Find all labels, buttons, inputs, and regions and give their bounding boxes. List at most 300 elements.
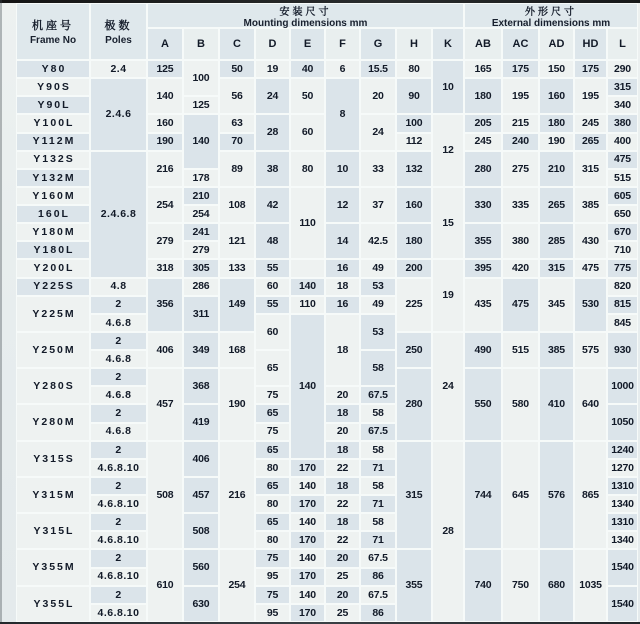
dim-cell-H: 280 — [396, 368, 432, 441]
dim-cell-A: 318 — [147, 259, 183, 277]
dim-cell-AC: 195 — [502, 78, 539, 114]
dim-cell-L: 845 — [607, 314, 638, 332]
dim-cell-A: 125 — [147, 60, 183, 78]
dim-cell-D: 48 — [255, 223, 290, 259]
dim-cell-HD: 385 — [574, 187, 607, 223]
dim-cell-G: 58 — [360, 441, 396, 459]
dim-cell-A: 160 — [147, 114, 183, 132]
dim-cell-D: 42 — [255, 187, 290, 223]
poles-cell: 4.6.8.10 — [90, 531, 147, 549]
dim-cell-F: 18 — [325, 513, 360, 531]
frame-cell: Y315S — [16, 441, 90, 477]
dim-cell-L: 1540 — [607, 549, 638, 585]
dim-cell-D: 65 — [255, 404, 290, 422]
poles-header — [90, 3, 147, 60]
dim-cell-E: 40 — [290, 60, 325, 78]
dim-cell-AD: 345 — [539, 278, 574, 332]
dim-cell-B: 560 — [183, 549, 219, 585]
dim-cell-AD: 190 — [539, 133, 574, 151]
dim-cell-A: 190 — [147, 133, 183, 151]
frame-cell: Y225M — [16, 296, 90, 332]
dim-cell-F: 22 — [325, 495, 360, 513]
poles-cell: 2 — [90, 404, 147, 422]
dim-cell-C: 63 — [219, 114, 255, 132]
dim-cell-F: 20 — [325, 386, 360, 404]
dim-cell-AC: 750 — [502, 549, 539, 622]
frame-cell: Y315M — [16, 477, 90, 513]
dim-cell-F: 22 — [325, 459, 360, 477]
dim-cell-H: 100 — [396, 114, 432, 132]
frame-cell: Y90L — [16, 96, 90, 114]
dim-cell-D: 95 — [255, 604, 290, 622]
dim-cell-B: 210 — [183, 187, 219, 205]
dim-cell-D: 80 — [255, 531, 290, 549]
dim-cell-L: 650 — [607, 205, 638, 223]
dim-cell-AC: 380 — [502, 223, 539, 259]
dim-cell-E — [290, 259, 325, 277]
dim-cell-AD: 160 — [539, 78, 574, 114]
dim-cell-AD: 385 — [539, 332, 574, 368]
dim-cell-D: 55 — [255, 259, 290, 277]
dim-cell-E: 140 — [290, 586, 325, 604]
dim-cell-AB: 744 — [464, 441, 502, 550]
column-header-AC: AC — [502, 28, 539, 60]
poles-cell: 2 — [90, 549, 147, 567]
dim-cell-HD: 530 — [574, 278, 607, 332]
frame-cell: Y180M — [16, 223, 90, 241]
dim-cell-A: 279 — [147, 223, 183, 259]
dim-cell-D: 65 — [255, 350, 290, 386]
dim-cell-L: 775 — [607, 259, 638, 277]
dim-cell-F: 18 — [325, 278, 360, 296]
external-dimensions-header — [464, 3, 638, 28]
dim-cell-D: 75 — [255, 586, 290, 604]
dim-cell-H: 180 — [396, 223, 432, 259]
dim-cell-AB: 280 — [464, 151, 502, 187]
dim-cell-G: 67.5 — [360, 586, 396, 604]
dim-cell-HD: 640 — [574, 368, 607, 441]
dim-cell-L: 670 — [607, 223, 638, 241]
dim-cell-AD: 315 — [539, 259, 574, 277]
dim-cell-B: 100 — [183, 60, 219, 96]
frame-cell: Y112M — [16, 133, 90, 151]
dim-cell-AC: 420 — [502, 259, 539, 277]
dim-cell-G: 42.5 — [360, 223, 396, 259]
dim-cell-AB: 355 — [464, 223, 502, 259]
dim-cell-H: 112 — [396, 133, 432, 151]
poles-cell: 4.6.8 — [90, 314, 147, 332]
dim-cell-HD: 245 — [574, 114, 607, 132]
dim-cell-L: 930 — [607, 332, 638, 368]
dim-cell-L: 340 — [607, 96, 638, 114]
dim-cell-B: 419 — [183, 404, 219, 440]
dim-cell-H: 160 — [396, 187, 432, 223]
poles-cell: 2 — [90, 332, 147, 350]
dim-cell-HD: 315 — [574, 151, 607, 187]
dim-cell-C: 56 — [219, 78, 255, 114]
dim-cell-E: 170 — [290, 604, 325, 622]
dim-cell-H: 132 — [396, 151, 432, 187]
dim-cell-L: 1310 — [607, 477, 638, 495]
dim-cell-L: 820 — [607, 278, 638, 296]
dim-cell-B: 140 — [183, 114, 219, 168]
dim-cell-F: 18 — [325, 404, 360, 422]
dim-cell-B: 630 — [183, 586, 219, 622]
dim-cell-D: 60 — [255, 278, 290, 296]
dim-cell-A: 356 — [147, 278, 183, 332]
dim-cell-F: 8 — [325, 78, 360, 151]
dim-cell-D: 75 — [255, 549, 290, 567]
column-header-G: G — [360, 28, 396, 60]
dim-cell-AD: 680 — [539, 549, 574, 622]
dim-cell-F: 16 — [325, 296, 360, 314]
dim-cell-HD: 865 — [574, 441, 607, 550]
dim-cell-AD: 210 — [539, 151, 574, 187]
dim-cell-L: 515 — [607, 169, 638, 187]
dim-cell-HD: 430 — [574, 223, 607, 259]
dim-cell-G: 71 — [360, 495, 396, 513]
dim-cell-D: 80 — [255, 495, 290, 513]
dim-cell-A: 140 — [147, 78, 183, 114]
column-header-A: A — [147, 28, 183, 60]
column-header-C: C — [219, 28, 255, 60]
dim-cell-L: 1540 — [607, 586, 638, 622]
dim-cell-F: 18 — [325, 477, 360, 495]
dim-cell-HD: 1035 — [574, 549, 607, 622]
dim-cell-L: 1000 — [607, 368, 638, 404]
dim-cell-L: 475 — [607, 151, 638, 169]
dim-cell-D: 28 — [255, 114, 290, 150]
dim-cell-F: 18 — [325, 441, 360, 459]
dim-cell-L: 1340 — [607, 531, 638, 549]
dim-cell-B: 279 — [183, 241, 219, 259]
dim-cell-HD: 475 — [574, 259, 607, 277]
dim-cell-A: 457 — [147, 368, 183, 441]
dim-cell-AC: 580 — [502, 368, 539, 441]
dim-cell-HD: 175 — [574, 60, 607, 78]
dim-cell-AC: 645 — [502, 441, 539, 550]
dim-cell-B: 349 — [183, 332, 219, 368]
poles-cell: 4.6.8 — [90, 423, 147, 441]
poles-header-en: Poles — [105, 35, 132, 46]
dim-cell-D: 75 — [255, 386, 290, 404]
frame-cell: Y100L — [16, 114, 90, 132]
poles-header-zh: 极数 — [104, 20, 133, 32]
dim-cell-AD: 285 — [539, 223, 574, 259]
dim-cell-HD: 195 — [574, 78, 607, 114]
dim-cell-AB: 165 — [464, 60, 502, 78]
dim-cell-F: 20 — [325, 423, 360, 441]
dim-cell-G: 67.5 — [360, 423, 396, 441]
dim-cell-A: 406 — [147, 332, 183, 368]
dim-cell-C: 108 — [219, 187, 255, 223]
dim-cell-AB: 330 — [464, 187, 502, 223]
frame-cell: Y80 — [16, 60, 90, 78]
poles-cell: 2 — [90, 477, 147, 495]
dim-cell-D: 55 — [255, 296, 290, 314]
dim-cell-C: 149 — [219, 278, 255, 332]
poles-cell: 2.4.6.8 — [90, 151, 147, 278]
frame-cell: Y132S — [16, 151, 90, 169]
poles-cell: 2 — [90, 296, 147, 314]
frame-no-header-en: Frame No — [29, 35, 77, 46]
dim-cell-G: 58 — [360, 404, 396, 422]
dim-cell-AC: 475 — [502, 278, 539, 332]
dim-cell-AB: 550 — [464, 368, 502, 441]
dim-cell-G: 58 — [360, 350, 396, 386]
dim-cell-C: 50 — [219, 60, 255, 78]
dim-cell-A: 508 — [147, 441, 183, 550]
scan-edge-left — [0, 0, 2, 624]
dim-cell-C: 133 — [219, 259, 255, 277]
frame-cell: Y160M — [16, 187, 90, 205]
dim-cell-H: 250 — [396, 332, 432, 368]
dim-cell-L: 400 — [607, 133, 638, 151]
dim-cell-AB: 205 — [464, 114, 502, 132]
dim-cell-G: 24 — [360, 114, 396, 150]
dim-cell-B: 125 — [183, 96, 219, 114]
dim-cell-D: 95 — [255, 568, 290, 586]
dim-cell-E: 80 — [290, 151, 325, 187]
dim-cell-C: 254 — [219, 549, 255, 622]
dim-cell-E: 50 — [290, 78, 325, 114]
dim-cell-E: 110 — [290, 296, 325, 314]
poles-cell: 2 — [90, 368, 147, 386]
dim-cell-G: 58 — [360, 477, 396, 495]
dim-cell-K: 28 — [432, 441, 464, 622]
dim-cell-AC: 240 — [502, 133, 539, 151]
dim-cell-G: 53 — [360, 314, 396, 350]
dim-cell-E: 170 — [290, 459, 325, 477]
dim-cell-K: 10 — [432, 60, 464, 114]
frame-cell: Y355M — [16, 549, 90, 585]
dim-cell-F: 12 — [325, 187, 360, 223]
dim-cell-G: 86 — [360, 604, 396, 622]
dim-cell-E: 140 — [290, 278, 325, 296]
dim-cell-AB: 245 — [464, 133, 502, 151]
column-header-D: D — [255, 28, 290, 60]
dim-cell-AB: 435 — [464, 278, 502, 332]
poles-cell: 2 — [90, 513, 147, 531]
dim-cell-F: 20 — [325, 549, 360, 567]
dim-cell-AB: 740 — [464, 549, 502, 622]
dim-cell-E: 140 — [290, 314, 325, 459]
frame-cell: Y250M — [16, 332, 90, 368]
dim-cell-AB: 395 — [464, 259, 502, 277]
dim-cell-G: 71 — [360, 459, 396, 477]
dim-cell-C: 216 — [219, 441, 255, 550]
dim-cell-E: 60 — [290, 114, 325, 150]
dim-cell-C: 190 — [219, 368, 255, 441]
dim-cell-L: 380 — [607, 114, 638, 132]
dim-cell-G: 20 — [360, 78, 396, 114]
column-header-F: F — [325, 28, 360, 60]
dim-cell-L: 1340 — [607, 495, 638, 513]
dim-cell-A: 610 — [147, 549, 183, 622]
dim-cell-F: 25 — [325, 604, 360, 622]
dim-cell-AB: 180 — [464, 78, 502, 114]
external-header-zh: 外形尺寸 — [525, 6, 577, 18]
poles-cell: 4.6.8 — [90, 350, 147, 368]
poles-cell: 2.4.6 — [90, 78, 147, 151]
dim-cell-F: 25 — [325, 568, 360, 586]
dim-cell-G: 86 — [360, 568, 396, 586]
dim-cell-D: 19 — [255, 60, 290, 78]
dim-cell-F: 18 — [325, 314, 360, 387]
dim-cell-HD: 575 — [574, 332, 607, 368]
dim-cell-D: 65 — [255, 513, 290, 531]
dim-cell-L: 605 — [607, 187, 638, 205]
frame-cell: Y200L — [16, 259, 90, 277]
poles-cell: 4.6.8.10 — [90, 495, 147, 513]
dim-cell-F: 22 — [325, 531, 360, 549]
dim-cell-L: 315 — [607, 78, 638, 96]
column-header-K: K — [432, 28, 464, 60]
frame-cell: Y180L — [16, 241, 90, 259]
dim-cell-L: 815 — [607, 296, 638, 314]
frame-cell: Y225S — [16, 278, 90, 296]
dim-cell-H: 225 — [396, 278, 432, 332]
dim-cell-G: 71 — [360, 531, 396, 549]
dim-cell-F: 6 — [325, 60, 360, 78]
dim-cell-F: 14 — [325, 223, 360, 259]
dim-cell-G: 15.5 — [360, 60, 396, 78]
dim-cell-G: 37 — [360, 187, 396, 223]
column-header-E: E — [290, 28, 325, 60]
dim-cell-F: 20 — [325, 586, 360, 604]
dim-cell-G: 49 — [360, 259, 396, 277]
dim-cell-H: 90 — [396, 78, 432, 114]
dim-cell-G: 67.5 — [360, 549, 396, 567]
dim-cell-D: 60 — [255, 314, 290, 350]
dim-cell-L: 1240 — [607, 441, 638, 459]
dim-cell-D: 65 — [255, 441, 290, 459]
poles-cell: 4.6.8.10 — [90, 568, 147, 586]
dim-cell-B: 368 — [183, 368, 219, 404]
poles-cell: 4.8 — [90, 278, 147, 296]
dim-cell-B: 508 — [183, 513, 219, 549]
dim-cell-G: 53 — [360, 278, 396, 296]
dim-cell-G: 67.5 — [360, 386, 396, 404]
dim-cell-D: 80 — [255, 459, 290, 477]
frame-no-header — [16, 3, 90, 60]
dim-cell-AC: 215 — [502, 114, 539, 132]
frame-cell: Y315L — [16, 513, 90, 549]
dim-cell-A: 254 — [147, 187, 183, 223]
poles-cell: 4.6.8 — [90, 386, 147, 404]
dim-cell-AB: 490 — [464, 332, 502, 368]
column-header-AD: AD — [539, 28, 574, 60]
dim-cell-L: 1310 — [607, 513, 638, 531]
dim-cell-C: 89 — [219, 151, 255, 187]
dim-cell-B: 286 — [183, 278, 219, 296]
dim-cell-D: 65 — [255, 477, 290, 495]
mounting-header-en: Mounting dimensions mm — [243, 17, 368, 29]
dim-cell-H: 80 — [396, 60, 432, 78]
external-header-en: External dimensions mm — [491, 17, 611, 29]
column-header-L: L — [607, 28, 638, 60]
dim-cell-B: 457 — [183, 477, 219, 513]
dim-cell-AC: 335 — [502, 187, 539, 223]
dim-cell-G: 49 — [360, 296, 396, 314]
dim-cell-L: 290 — [607, 60, 638, 78]
dim-cell-K: 24 — [432, 332, 464, 441]
dim-cell-H: 355 — [396, 549, 432, 622]
dim-cell-C: 121 — [219, 223, 255, 259]
frame-cell: 160L — [16, 205, 90, 223]
dim-cell-E: 170 — [290, 531, 325, 549]
dim-cell-E: 110 — [290, 187, 325, 260]
poles-cell: 4.6.8.10 — [90, 604, 147, 622]
mounting-header-zh: 安装尺寸 — [279, 6, 332, 18]
frame-cell: Y132M — [16, 169, 90, 187]
column-header-B: B — [183, 28, 219, 60]
dim-cell-E: 170 — [290, 568, 325, 586]
dim-cell-B: 305 — [183, 259, 219, 277]
dim-cell-B: 254 — [183, 205, 219, 223]
dim-cell-L: 1050 — [607, 404, 638, 440]
dim-cell-C: 70 — [219, 133, 255, 151]
dim-cell-F: 16 — [325, 259, 360, 277]
dim-cell-H: 200 — [396, 259, 432, 277]
column-header-H: H — [396, 28, 432, 60]
dim-cell-AC: 175 — [502, 60, 539, 78]
dim-cell-B: 241 — [183, 223, 219, 241]
frame-cell: Y90S — [16, 78, 90, 96]
column-header-AB: AB — [464, 28, 502, 60]
dim-cell-HD: 265 — [574, 133, 607, 151]
dim-cell-A: 216 — [147, 151, 183, 187]
dim-cell-B: 311 — [183, 296, 219, 332]
poles-cell: 2 — [90, 441, 147, 459]
dim-cell-B: 406 — [183, 441, 219, 477]
dim-cell-AC: 275 — [502, 151, 539, 187]
dim-cell-B: 178 — [183, 169, 219, 187]
frame-no-header-zh: 机座号 — [32, 20, 74, 32]
poles-cell: 2.4 — [90, 60, 147, 78]
dim-cell-F: 10 — [325, 151, 360, 187]
poles-cell: 4.6.8.10 — [90, 459, 147, 477]
dim-cell-D: 75 — [255, 423, 290, 441]
dim-cell-E: 140 — [290, 513, 325, 531]
frame-cell: Y280M — [16, 404, 90, 440]
dim-cell-AD: 410 — [539, 368, 574, 441]
dim-cell-C: 168 — [219, 332, 255, 368]
dim-cell-AD: 265 — [539, 187, 574, 223]
dim-cell-K: 12 — [432, 114, 464, 187]
dim-cell-AD: 576 — [539, 441, 574, 550]
dim-cell-G: 33 — [360, 151, 396, 187]
mounting-dimensions-header — [147, 3, 464, 28]
column-header-HD: HD — [574, 28, 607, 60]
dim-cell-AD: 180 — [539, 114, 574, 132]
dim-cell-K: 19 — [432, 259, 464, 332]
dim-cell-K: 15 — [432, 187, 464, 260]
dim-cell-G: 58 — [360, 513, 396, 531]
dim-cell-E: 170 — [290, 495, 325, 513]
frame-cell: Y355L — [16, 586, 90, 622]
dim-cell-E: 140 — [290, 477, 325, 495]
dim-cell-D: 24 — [255, 78, 290, 114]
dim-cell-L: 710 — [607, 241, 638, 259]
dim-cell-E: 140 — [290, 549, 325, 567]
poles-cell: 2 — [90, 586, 147, 604]
dim-cell-AC: 515 — [502, 332, 539, 368]
frame-cell: Y280S — [16, 368, 90, 404]
dim-cell-L: 1270 — [607, 459, 638, 477]
dim-cell-H: 315 — [396, 441, 432, 550]
dim-cell-D: 38 — [255, 151, 290, 187]
